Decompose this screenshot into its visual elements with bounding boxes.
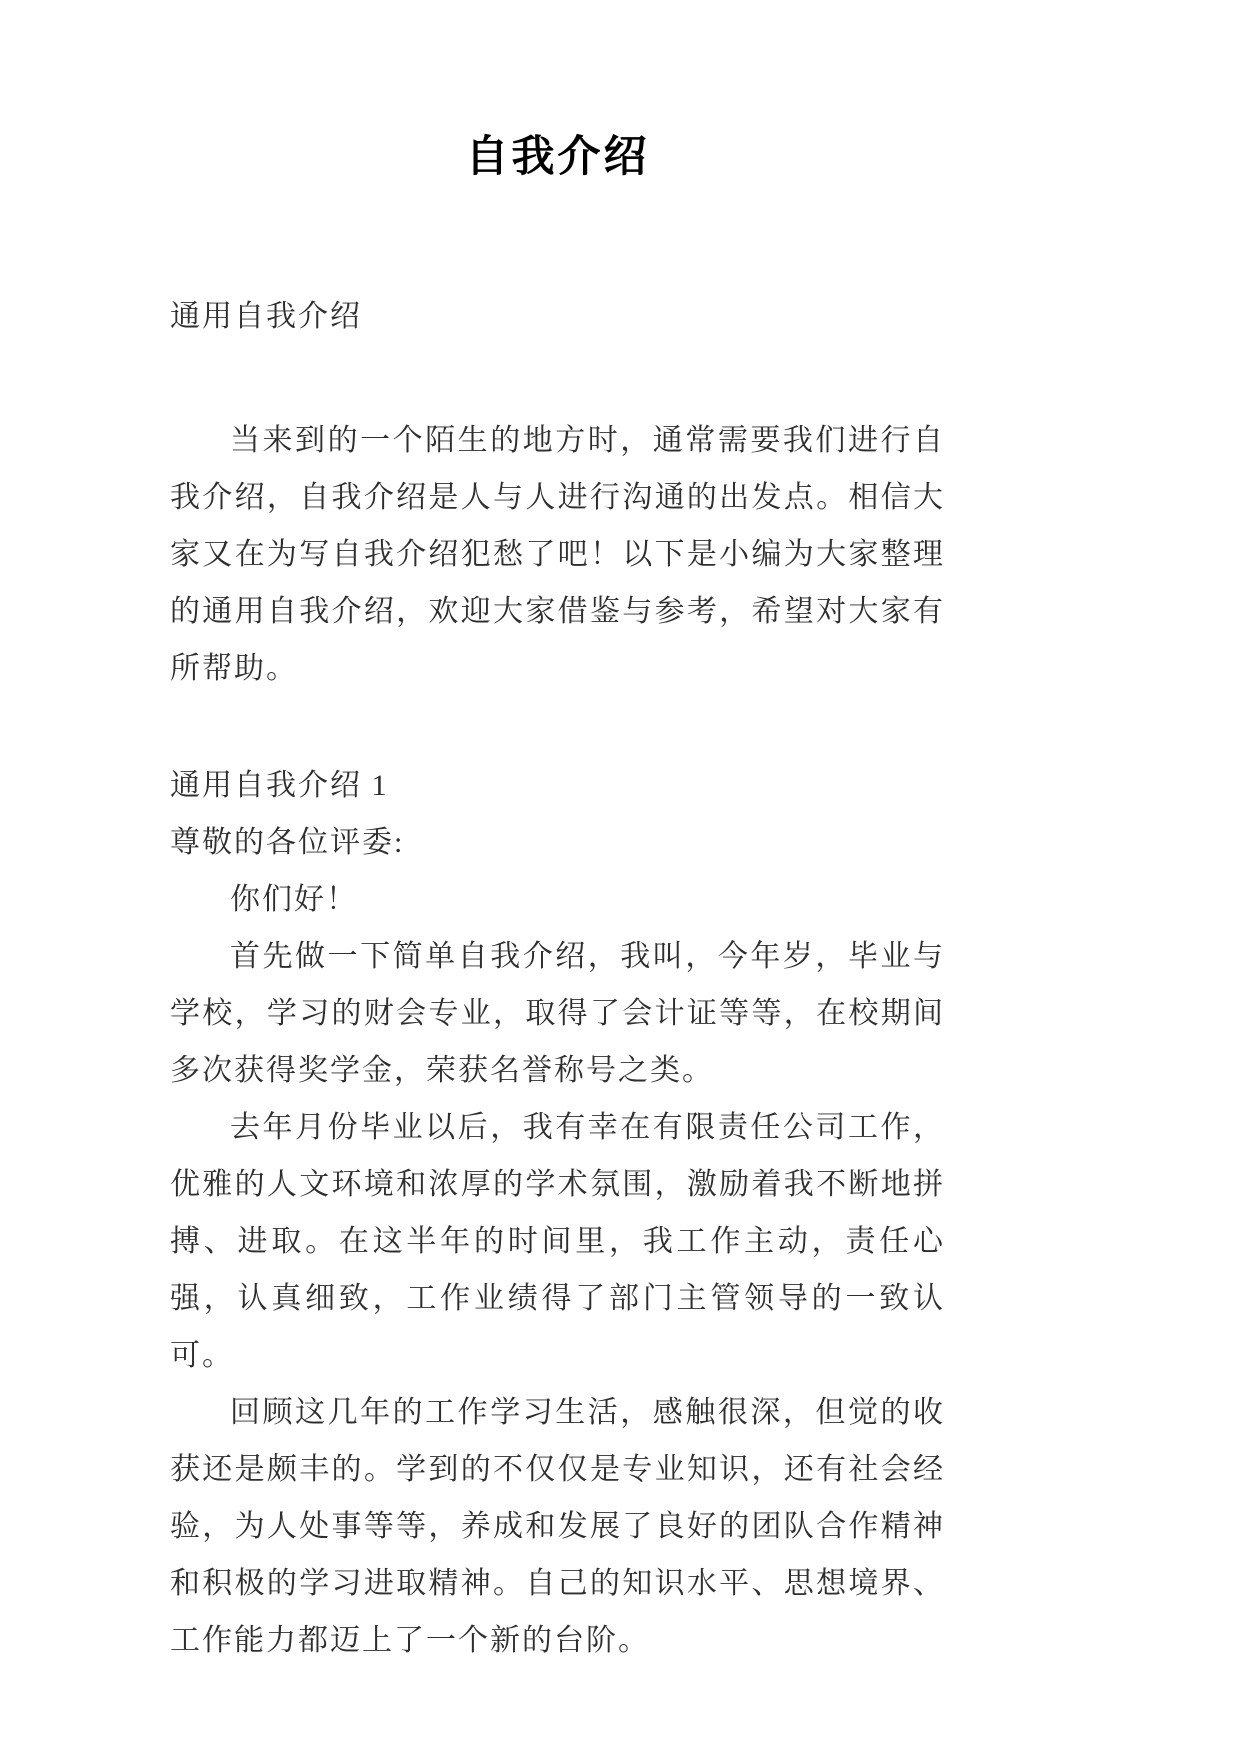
body-paragraph-2: 去年月份毕业以后，我有幸在有限责任公司工作，优雅的人文环境和浓厚的学术氛围，激励着我不断地拼搏、进取。在这半年的时间里，我工作主动，责任心强，认真细致，工作业绩得了部门主管领导的一致认可。 — [170, 1111, 945, 1372]
document-title: 自我介绍 — [465, 134, 650, 181]
section-heading: 通用自我介绍 1 — [170, 769, 389, 802]
intro-paragraph: 当来到的一个陌生的地方时，通常需要我们进行自我介绍，自我介绍是人与人进行沟通的出发点。相信大家又在为写自我介绍犯愁了吧！以下是小编为大家整理的通用自我介绍，欢迎大家借鉴与参考，希望对大家有所帮助。 — [170, 424, 945, 685]
greeting: 你们好！ — [230, 883, 358, 916]
intro-heading: 通用自我介绍 — [170, 300, 362, 333]
salutation: 尊敬的各位评委: — [170, 826, 405, 859]
body-paragraph-3: 回顾这几年的工作学习生活，感触很深，但觉的收获还是颇丰的。学到的不仅仅是专业知识，还有社会经验，为人处事等等，养成和发展了良好的团队合作精神和积极的学习进取精神。自己的知识水平、思想境界、工作能力都迈上了一个新的台阶。 — [170, 1396, 945, 1657]
body-paragraph-1: 首先做一下简单自我介绍，我叫，今年岁，毕业与学校，学习的财会专业，取得了会计证等等，在校期间多次获得奖学金，荣获名誉称号之类。 — [170, 940, 945, 1087]
